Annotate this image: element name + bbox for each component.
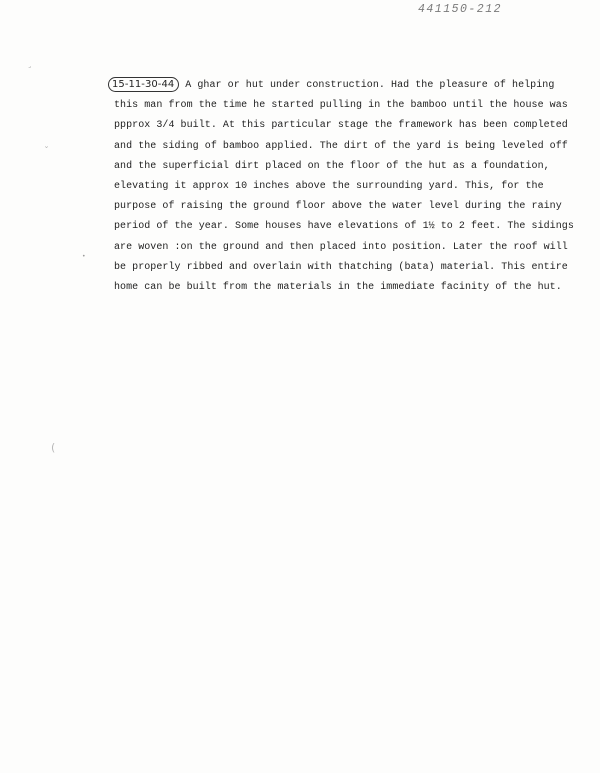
- typed-entry: [114, 76, 584, 298]
- text-line: ppprox 3/4 built. At this particular stage the framework has been completed: [114, 120, 568, 132]
- text-line: and the superficial dirt placed on the floor of the hut as a foundation,: [114, 160, 550, 172]
- stray-mark: •: [82, 253, 86, 260]
- text-line: this man from the time he started pulling in the bamboo until the house was: [114, 100, 568, 112]
- stray-mark: (: [51, 441, 56, 454]
- stray-mark: ˘: [27, 65, 37, 77]
- catalog-number: 441150-212: [418, 3, 503, 16]
- text-line: elevating it approx 10 inches above the surrounding yard. This, for the: [114, 181, 544, 193]
- text-line: period of the year. Some houses have elevations of 1½ to 2 feet. The sidings: [114, 221, 574, 233]
- text-line: home can be built from the materials in the immediate facinity of the hut.: [114, 282, 562, 294]
- text-line: and the siding of bamboo applied. The dirt of the yard is being leveled off: [114, 140, 568, 152]
- text-line: purpose of raising the ground floor above the water level during the rainy: [114, 201, 562, 213]
- text-line: be properly ribbed and overlain with thatching (bata) material. This entire: [114, 261, 568, 273]
- text-line-content: A ghar or hut under construction. Had the pleasure of helping: [185, 80, 555, 91]
- text-line: are woven :on the ground and then placed into position. Later the roof will: [114, 241, 568, 253]
- stray-mark: ˇ: [44, 146, 49, 157]
- text-line: [108, 76, 584, 96]
- entry-code: 15-11-30-44: [108, 77, 179, 92]
